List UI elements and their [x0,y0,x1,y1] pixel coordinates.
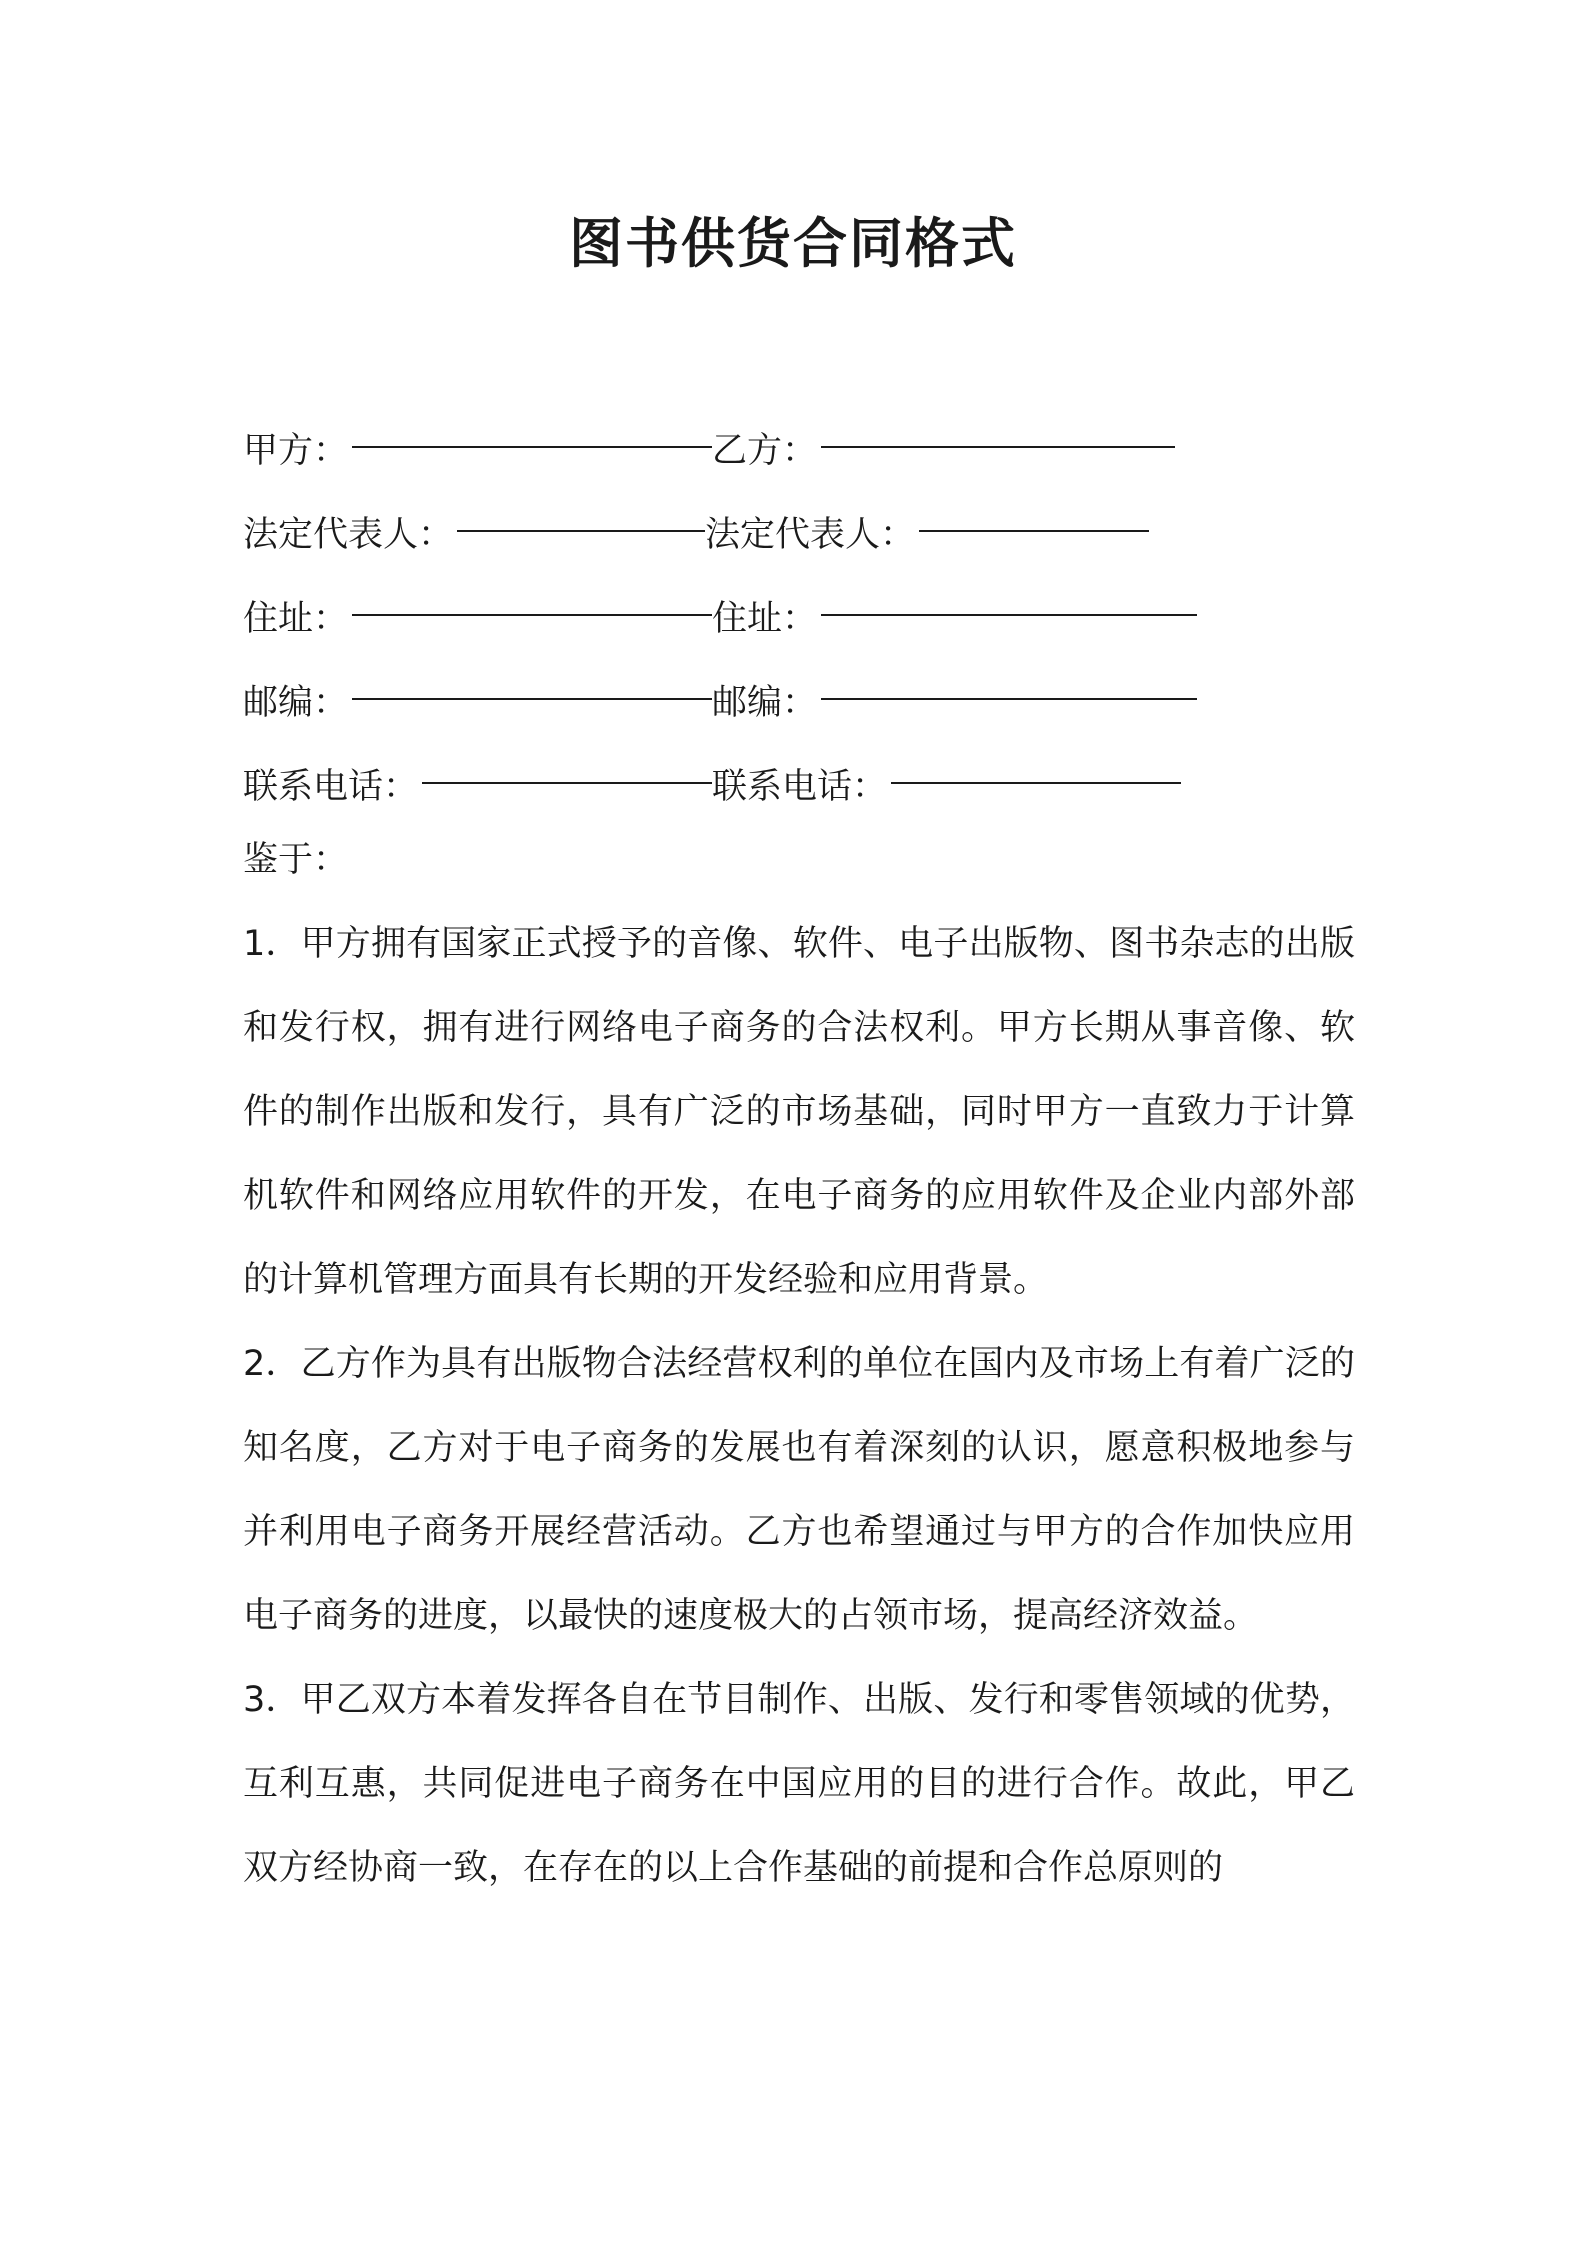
party-b-blank[interactable] [821,402,1175,448]
party-b-postcode-blank[interactable] [821,654,1197,700]
party-a-blank[interactable] [352,402,712,448]
document-title: 图书供货合同格式 [569,212,1017,275]
party-info-fields [243,402,1363,822]
party-b-postcode-label: 邮编： [712,683,818,723]
party-name-row [243,402,1363,486]
party-a-phone-blank[interactable] [422,738,712,784]
paragraph-3: 3．甲乙双方本着发挥各自在节目制作、出版、发行和零售领域的优势，互利互惠，共同促进电子商务在中国应用的目的进行合作。故此，甲乙双方经协商一致，在存在的以上合作基础的前提和合作总原则的 [243,1680,1355,1888]
paragraph-2: 2．乙方作为具有出版物合法经营权利的单位在国内及市场上有着广泛的知名度，乙方对于电子商务的发展也有着深刻的认识，愿意积极地参与并利用电子商务开展经营活动。乙方也希望通过与甲方的合作加快应用电子商务的进度，以最快的速度极大的占领市场，提高经济效益。 [243,1344,1355,1636]
party-b-address-label: 住址： [712,599,818,639]
party-b-address-blank[interactable] [821,570,1197,616]
party-a-postcode-label: 邮编： [243,683,349,723]
paragraph-1: 1．甲方拥有国家正式授予的音像、软件、电子出版物、图书杂志的出版和发行权，拥有进行网络电子商务的合法权利。甲方长期从事音像、软件的制作出版和发行，具有广泛的市场基础，同时甲方一直致力于计算机软件和网络应用软件的开发，在电子商务的应用软件及企业内部外部的计算机管理方面具有长期的开发经验和应用背景。 [243,924,1355,1300]
phone-row [243,738,1363,822]
party-a-address-blank[interactable] [352,570,712,616]
party-b-legal-rep-blank[interactable] [919,486,1149,532]
contract-body [243,902,1355,1910]
party-b-phone-blank[interactable] [891,738,1181,784]
party-a-address-label: 住址： [243,599,349,639]
party-a-legal-rep-blank[interactable] [457,486,705,532]
whereas-label: 鉴于： [243,840,349,880]
party-a-label: 甲方： [243,431,349,471]
legal-rep-row [243,486,1363,570]
party-a-legal-rep-label: 法定代表人： [243,515,454,555]
postcode-row [243,654,1363,738]
party-a-postcode-blank[interactable] [352,654,712,700]
address-row [243,570,1363,654]
party-b-legal-rep-label: 法定代表人： [705,515,916,555]
party-b-label: 乙方： [712,431,818,471]
party-a-phone-label: 联系电话： [243,767,419,807]
party-b-phone-label: 联系电话： [712,767,888,807]
